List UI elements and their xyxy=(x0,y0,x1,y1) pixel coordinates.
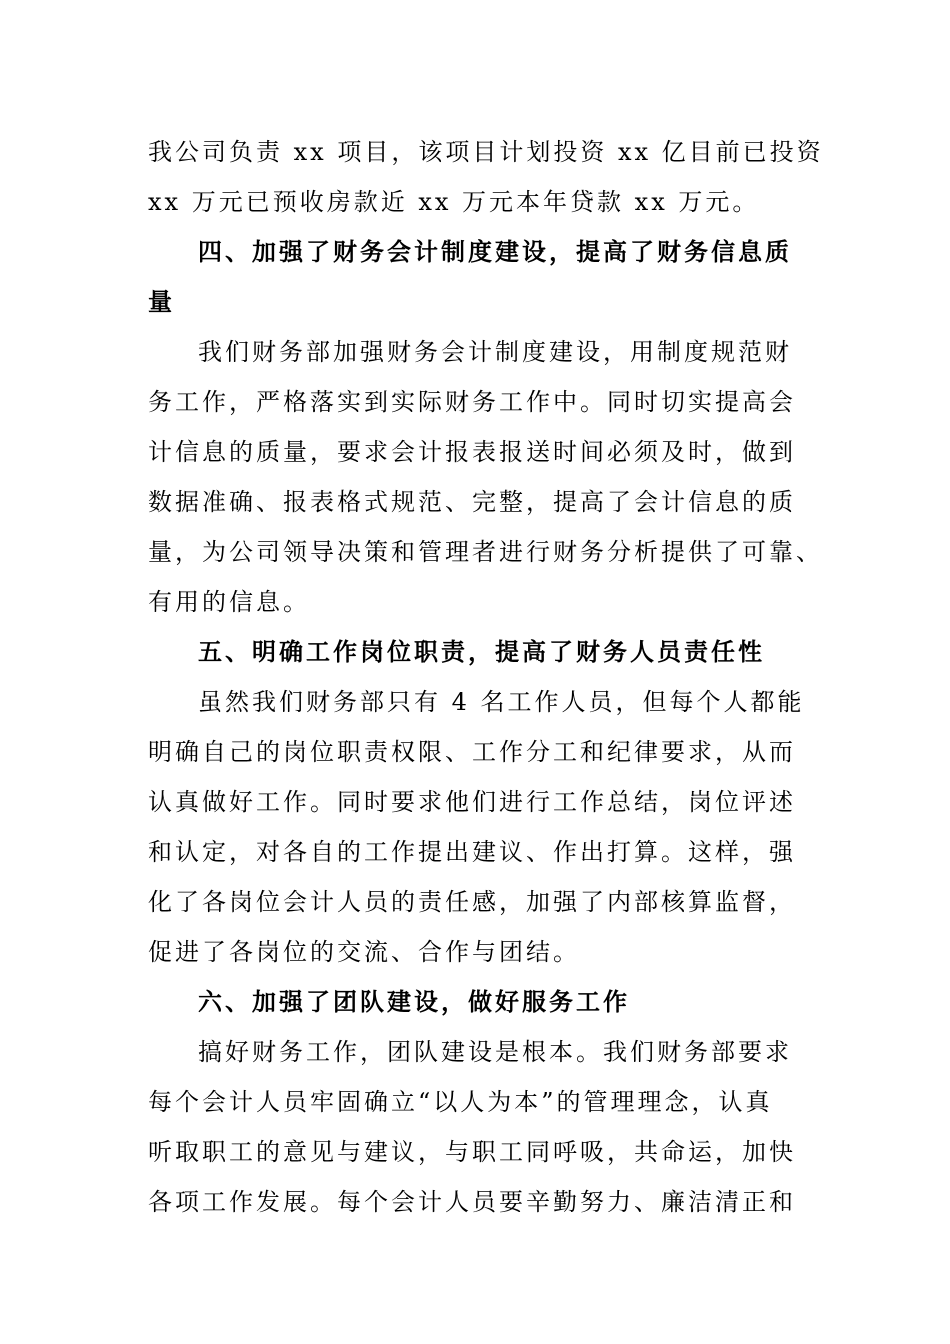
paragraph-line: 和认定，对各自的工作提出建议、作出打算。这样，强 xyxy=(148,838,796,866)
paragraph-line: 计信息的质量，要求会计报表报送时间必须及时，做到 xyxy=(148,438,796,466)
paragraph-line: xx 万元已预收房款近 xx 万元本年贷款 xx 万元。 xyxy=(148,188,760,216)
paragraph-line: 每个会计人员牢固确立“以人为本”的管理理念，认真 xyxy=(148,1088,773,1116)
paragraph-line: 数据准确、报表格式规范、完整，提高了会计信息的质 xyxy=(148,488,796,516)
paragraph-line: 我公司负责 xx 项目，该项目计划投资 xx 亿目前已投资 xyxy=(148,138,824,166)
paragraph-line: 化了各岗位会计人员的责任感，加强了内部核算监督， xyxy=(148,888,796,916)
paragraph-line: 明确自己的岗位职责权限、工作分工和纪律要求，从而 xyxy=(148,738,796,766)
paragraph-line: 促进了各岗位的交流、合作与团结。 xyxy=(148,938,580,966)
paragraph-line: 各项工作发展。每个会计人员要辛勤努力、廉洁清正和 xyxy=(148,1188,796,1216)
paragraph-line: 务工作，严格落实到实际财务工作中。同时切实提高会 xyxy=(148,388,796,416)
paragraph-line: 认真做好工作。同时要求他们进行工作总结，岗位评述 xyxy=(148,788,796,816)
paragraph-line: 听取职工的意见与建议，与职工同呼吸，共命运，加快 xyxy=(148,1138,796,1166)
paragraph-line: 有用的信息。 xyxy=(148,588,310,616)
section-heading-5: 五、明确工作岗位职责，提高了财务人员责任性 xyxy=(198,637,765,666)
paragraph-line: 虽然我们财务部只有 4 名工作人员，但每个人都能 xyxy=(198,688,805,716)
paragraph-line: 量，为公司领导决策和管理者进行财务分析提供了可靠、 xyxy=(148,538,823,566)
paragraph-line: 我们财务部加强财务会计制度建设，用制度规范财 xyxy=(198,338,792,366)
section-heading-4-cont: 量 xyxy=(148,287,175,316)
paragraph-line: 搞好财务工作，团队建设是根本。我们财务部要求 xyxy=(198,1038,792,1066)
section-heading-4: 四、加强了财务会计制度建设，提高了财务信息质 xyxy=(198,237,792,266)
section-heading-6: 六、加强了团队建设，做好服务工作 xyxy=(198,987,630,1016)
